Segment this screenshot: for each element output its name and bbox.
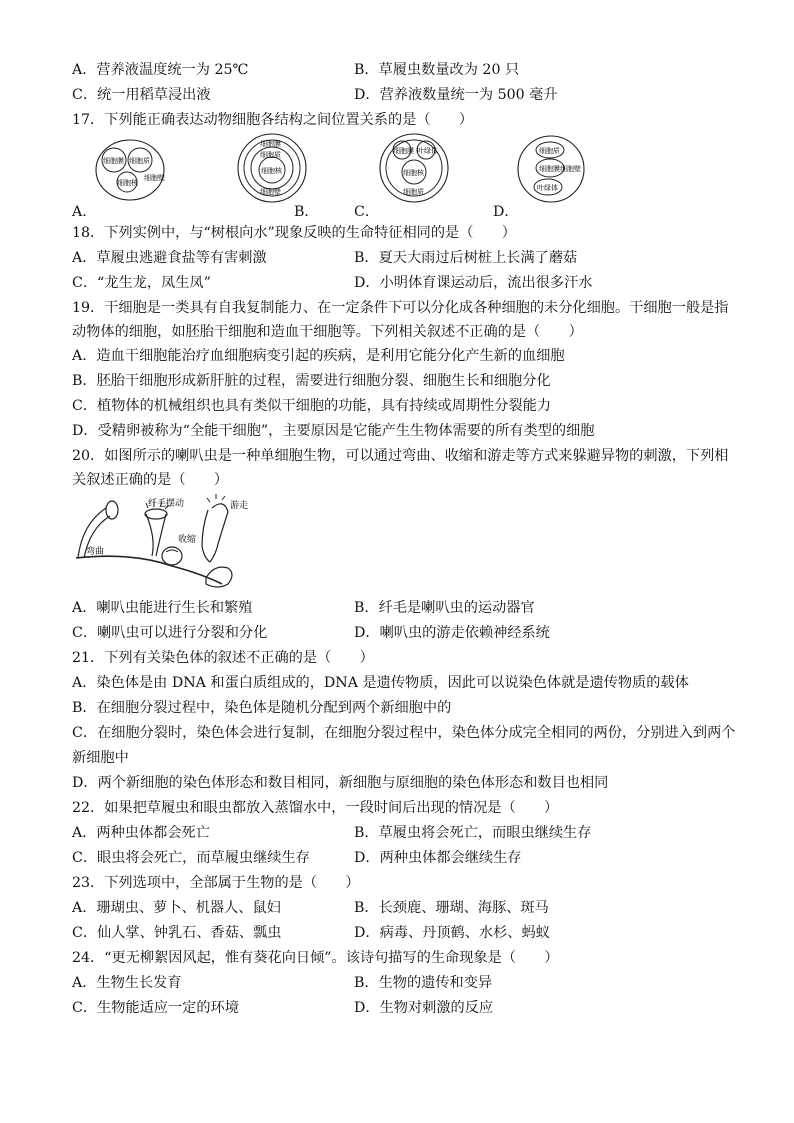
- q17d-label-wall: 细胞壁: [560, 165, 581, 173]
- q20-label-cilia: 纤毛摆动: [148, 499, 185, 509]
- q20-label-contract: 收缩: [178, 535, 197, 545]
- q18-option-b: B．夏天大雨过后树桩上长满了蘑菇: [354, 250, 578, 266]
- q16-option-a: A．营养液温度统一为 25℃: [72, 62, 249, 78]
- q19-stem-line1: 19．干细胞是一类具有自我复制能力、在一定条件下可以分化成各种细胞的未分化细胞。干细胞一般是指: [72, 300, 729, 316]
- q23-option-d: D．病毒、丹顶鹤、水杉、蚂蚁: [354, 925, 550, 941]
- q17-option-b: B．: [294, 204, 319, 220]
- q17-diagram-c: [374, 132, 454, 204]
- q17c-label-chloroplast: 叶绿体: [417, 147, 438, 155]
- q20-stem-line1: 20．如图所示的喇叭虫是一种单细胞生物，可以通过弯曲、收缩和游走等方式来躲避异物的刺激，下列相: [72, 448, 729, 464]
- q20-option-c: C．喇叭虫可以进行分裂和分化: [72, 625, 268, 641]
- q19-option-d: D．受精卵被称为“全能干细胞”，主要原因是它能产生生物体需要的所有类型的细胞: [72, 423, 595, 439]
- q20-option-a: A．喇叭虫能进行生长和繁殖: [72, 600, 253, 616]
- q17d-label-membrane: 细胞膜: [539, 165, 560, 173]
- q16-option-c: C．统一用稻草浸出液: [72, 87, 211, 103]
- q21-option-a: A．染色体是由 DNA 和蛋白质组成的，DNA 是遗传物质，因此可以说染色体就是遗传物质的载体: [72, 675, 689, 691]
- q23-stem: 23．下列选项中，全部属于生物的是（ ）: [72, 875, 360, 891]
- q20-stentor-figure: [72, 494, 262, 590]
- q16-option-b: B．草履虫数量改为 20 只: [354, 62, 520, 78]
- q23-option-a: A．珊瑚虫、萝卜、机器人、鼠妇: [72, 900, 281, 916]
- q21-stem: 21．下列有关染色体的叙述不正确的是（ ）: [72, 650, 374, 666]
- q23-option-c: C．仙人掌、钟乳石、香菇、瓢虫: [72, 925, 282, 941]
- q22-option-a: A．两种虫体都会死亡: [72, 825, 210, 841]
- q17c-label-membrane: 细胞膜: [393, 147, 414, 155]
- q21-option-b: B．在细胞分裂过程中，染色体是随机分配到两个新细胞中的: [72, 700, 452, 716]
- q20-stem-line2: 关叙述正确的是（ ）: [72, 472, 229, 488]
- q21-option-c-line2: 新细胞中: [72, 750, 129, 766]
- q17b-label-nucleus: 细胞核: [261, 167, 282, 175]
- q21-option-d: D．两个新细胞的染色体形态和数目相同，新细胞与原细胞的染色体形态和数目也相同: [72, 775, 609, 791]
- q17c-label-nucleus: 细胞核: [403, 169, 424, 177]
- q20-option-d: D．喇叭虫的游走依赖神经系统: [354, 625, 550, 641]
- q17-option-d: D．: [493, 204, 519, 220]
- q24-stem: 24．“更无柳絮因风起，惟有葵花向日倾”。该诗句描写的生命现象是（ ）: [72, 950, 559, 966]
- q18-option-a: A．草履虫逃避食盐等有害刺激: [72, 250, 267, 266]
- q17b-label-cytoplasm: 细胞质: [260, 151, 281, 159]
- q20-label-swim: 游走: [230, 501, 249, 511]
- q24-option-b: B．生物的遗传和变异: [354, 975, 493, 991]
- q24-option-a: A．生物生长发育: [72, 975, 182, 991]
- q19-stem-line2: 动物体的细胞，如胚胎干细胞和造血干细胞等。下列相关叙述不正确的是（ ）: [72, 324, 583, 340]
- q17c-label-cytoplasm: 细胞质: [403, 188, 424, 196]
- q17b-label-wall: 细胞壁: [260, 188, 281, 196]
- q20-option-b: B．纤毛是喇叭虫的运动器官: [354, 600, 535, 616]
- q22-option-d: D．两种虫体都会继续生存: [354, 850, 522, 866]
- q24-option-d: D．生物对刺激的反应: [354, 1000, 494, 1016]
- q17-stem: 17．下列能正确表达动物细胞各结构之间位置关系的是（ ）: [72, 112, 474, 128]
- q17b-label-membrane: 细胞膜: [260, 140, 281, 148]
- q17d-label-cytoplasm: 细胞质: [539, 147, 560, 155]
- q17-option-a: A．: [72, 204, 97, 220]
- q17-diagram-b: [232, 132, 312, 204]
- q17-diagram-d: [514, 134, 588, 204]
- q19-option-a: A．造血干细胞能治疗血细胞病变引起的疾病，是利用它能分化产生新的血细胞: [72, 348, 565, 364]
- q17a-label-wall: 细胞壁: [144, 174, 165, 182]
- q17-option-c: C．: [354, 204, 380, 220]
- q22-option-b: B．草履虫将会死亡，而眼虫继续生存: [354, 825, 592, 841]
- q19-option-c: C．植物体的机械组织也具有类似干细胞的功能，具有持续或周期性分裂能力: [72, 398, 552, 414]
- q21-option-c-line1: C．在细胞分裂时，染色体会进行复制，在细胞分裂过程中，染色体分成完全相同的两份，分别进入到两个: [72, 725, 736, 741]
- q22-stem: 22．如果把草履虫和眼虫都放入蒸馏水中，一段时间后出现的情况是（ ）: [72, 800, 559, 816]
- q17a-label-nucleus: 细胞核: [117, 179, 138, 187]
- q17a-label-membrane: 细胞膜: [103, 157, 124, 165]
- q17a-label-cytoplasm: 细胞质: [129, 157, 150, 165]
- q23-option-b: B．长颈鹿、珊瑚、海豚、斑马: [354, 900, 549, 916]
- q18-option-d: D．小明体育课运动后，流出很多汗水: [354, 275, 593, 291]
- q17d-label-chloroplast: 叶绿体: [537, 184, 558, 192]
- q19-option-b: B．胚胎干细胞形成新肝脏的过程，需要进行细胞分裂、细胞生长和细胞分化: [72, 373, 551, 389]
- q24-option-c: C．生物能适应一定的环境: [72, 1000, 239, 1016]
- q17-diagram-a: [94, 138, 166, 202]
- q16-option-d: D．营养液数量统一为 500 毫升: [354, 87, 558, 103]
- q18-stem: 18．下列实例中，与“树根向水”现象反映的生命特征相同的是（ ）: [72, 225, 516, 241]
- q22-option-c: C．眼虫将会死亡，而草履虫继续生存: [72, 850, 310, 866]
- q18-option-c: C．“龙生龙，凤生凤”: [72, 275, 211, 291]
- q20-label-bend: 弯曲: [86, 547, 105, 557]
